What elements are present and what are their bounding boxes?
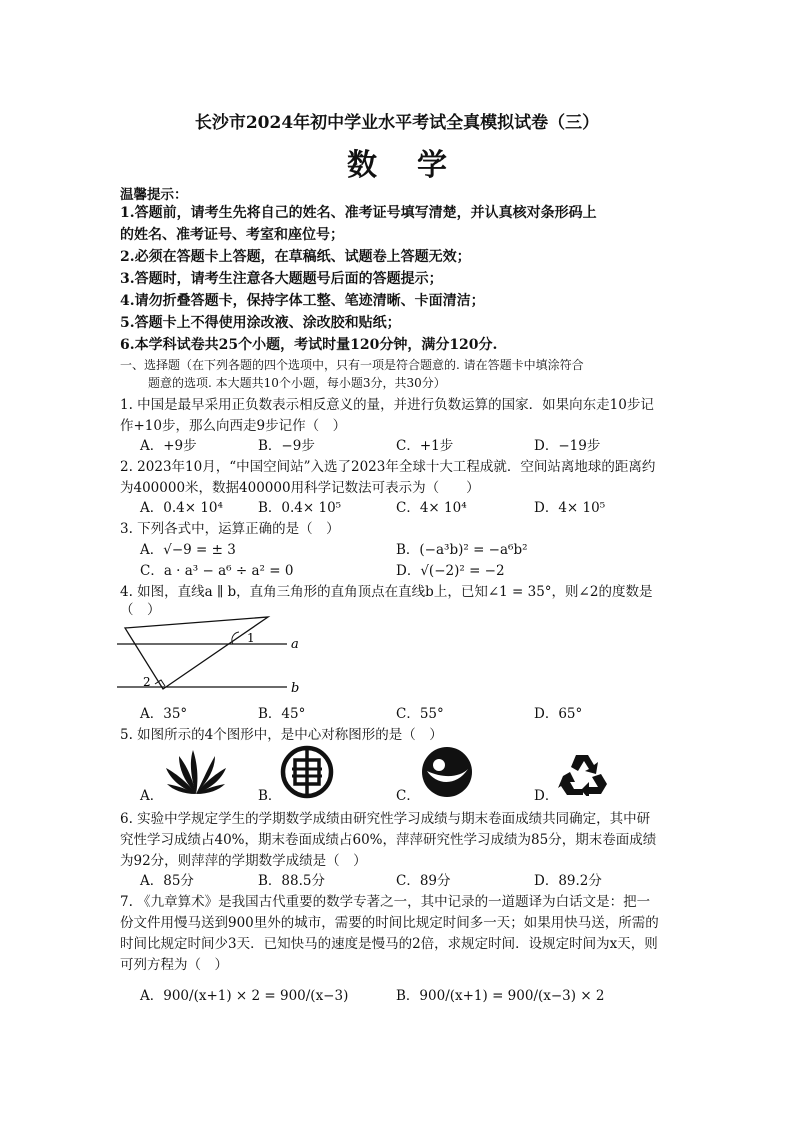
tip-line: 1.答题前，请考生先将自己的姓名、准考证号填写清楚，并认真核对条形码上 <box>120 205 597 221</box>
section-heading-cont: 题意的选项. 本大题共10个小题，每小题3分，共30分） <box>148 376 446 390</box>
q3-option-c: C．a · a³ − a⁶ ÷ a² = 0 <box>140 563 294 579</box>
exam-title: 长沙市2024年初中学业水平考试全真模拟试卷（三） <box>194 113 600 133</box>
question-7-text: 时间比规定时间少3天．已知快马的速度是慢马的2倍，求规定时间．设规定时间为x天，则 <box>120 936 658 952</box>
round-logo-icon <box>420 745 474 799</box>
q6-option-d: D．89.2分 <box>534 873 602 889</box>
q5-option-c: C． <box>396 788 420 804</box>
question-7-text: 份文件用慢马送到900里外的城市，需要的时间比规定时间多一天；如果用快马送，所需的 <box>120 915 659 931</box>
q4-option-c: C．55° <box>396 706 444 722</box>
tip-line: 5.答题卡上不得使用涂改液、涂改胶和贴纸； <box>120 315 401 331</box>
question-1-text: 作+10步，那么向西走9步记作（ ） <box>120 418 347 434</box>
recycle-icon <box>558 752 608 796</box>
q4-option-d: D．65° <box>534 706 583 722</box>
question-4-text: （ ） <box>120 602 161 618</box>
q6-option-b: B．88.5分 <box>258 873 325 889</box>
tip-line: 3.答题时，请考生注意各大题题号后面的答题提示； <box>120 271 443 287</box>
question-1-text: 1. 中国是最早采用正负数表示相反意义的量，并进行负数运算的国家．如果向东走10步记 <box>120 397 654 413</box>
question-5-text: 5. 如图所示的4个图形中，是中心对称图形的是（ ） <box>120 727 443 743</box>
q4-option-b: B．45° <box>258 706 306 722</box>
q1-option-c: C．+1步 <box>396 438 454 454</box>
question-3-text: 3. 下列各式中，运算正确的是（ ） <box>120 521 340 537</box>
section-heading: 一、选择题（在下列各题的四个选项中，只有一项是符合题意的. 请在答题卡中填涂符合 <box>120 358 584 372</box>
line-a-label: a <box>291 637 299 652</box>
question-6-text: 为92分，则萍萍的学期数学成绩是（ ） <box>120 853 367 869</box>
q4-option-a: A．35° <box>140 706 188 722</box>
angle-1-label: 1 <box>247 631 255 645</box>
tip-line: 4.请勿折叠答题卡，保持字体工整、笔迹清晰、卡面清洁； <box>120 293 485 309</box>
tip-line: 2.必须在答题卡上答题，在草稿纸、试题卷上答题无效； <box>120 249 471 265</box>
fan-logo-icon <box>163 748 229 796</box>
bank-logo-icon <box>280 745 334 799</box>
q6-option-a: A．85分 <box>140 873 194 889</box>
q7-option-b: B．900/(x+1) = 900/(x−3) × 2 <box>396 988 605 1004</box>
q2-option-c: C．4× 10⁴ <box>396 500 467 516</box>
question-7-text: 7. 《九章算术》是我国古代重要的数学专著之一，其中记录的一道题译为白话文是：把一 <box>120 894 651 910</box>
question-2-text: 为400000米，数据400000用科学记数法可表示为（ ） <box>120 480 480 496</box>
angle-2-label: 2 <box>143 675 151 689</box>
q3-option-a: A．√−9 = ± 3 <box>140 542 236 558</box>
subject-title: 数学 <box>347 148 487 183</box>
q1-option-b: B．−9步 <box>258 438 315 454</box>
question-6-text: 究性学习成绩占40%，期末卷面成绩占60%，萍萍研究性学习成绩为85分，期末卷面成绩 <box>120 832 657 848</box>
q3-option-b: B．(−a³b)² = −a⁶b² <box>396 542 528 558</box>
tips-heading: 温馨提示： <box>120 187 188 203</box>
q1-option-d: D．−19步 <box>534 438 601 454</box>
question-7-text: 可列方程为（ ） <box>120 957 228 973</box>
question-6-text: 6. 实验中学规定学生的学期数学成绩由研究性学习成绩与期末卷面成绩共同确定，其中研 <box>120 811 651 827</box>
q5-option-a: A． <box>140 788 164 804</box>
question-4-text: 4. 如图，直线a ∥ b，直角三角形的直角顶点在直线b上，已知∠1 = 35°，则∠2的度数是 <box>120 584 653 600</box>
q1-option-a: A．+9步 <box>140 438 197 454</box>
tip-line: 6.本学科试卷共25个小题，考试时量120分钟，满分120分. <box>120 337 498 353</box>
q6-option-c: C．89分 <box>396 873 451 889</box>
q2-option-d: D．4× 10⁵ <box>534 500 606 516</box>
q7-option-a: A．900/(x+1) × 2 = 900/(x−3) <box>140 988 349 1004</box>
q3-option-d: D．√(−2)² = −2 <box>396 563 505 579</box>
q5-option-d: D． <box>534 788 559 804</box>
question-2-text: 2. 2023年10月，“中国空间站”入选了2023年全球十大工程成就．空间站离地球的距离约 <box>120 459 656 475</box>
line-b-label: b <box>291 681 300 696</box>
q5-option-b: B． <box>258 788 282 804</box>
tip-line: 的姓名、准考证号、考室和座位号； <box>120 227 344 243</box>
q4-figure <box>115 612 315 700</box>
q2-option-a: A．0.4× 10⁴ <box>140 500 223 516</box>
q2-option-b: B．0.4× 10⁵ <box>258 500 342 516</box>
